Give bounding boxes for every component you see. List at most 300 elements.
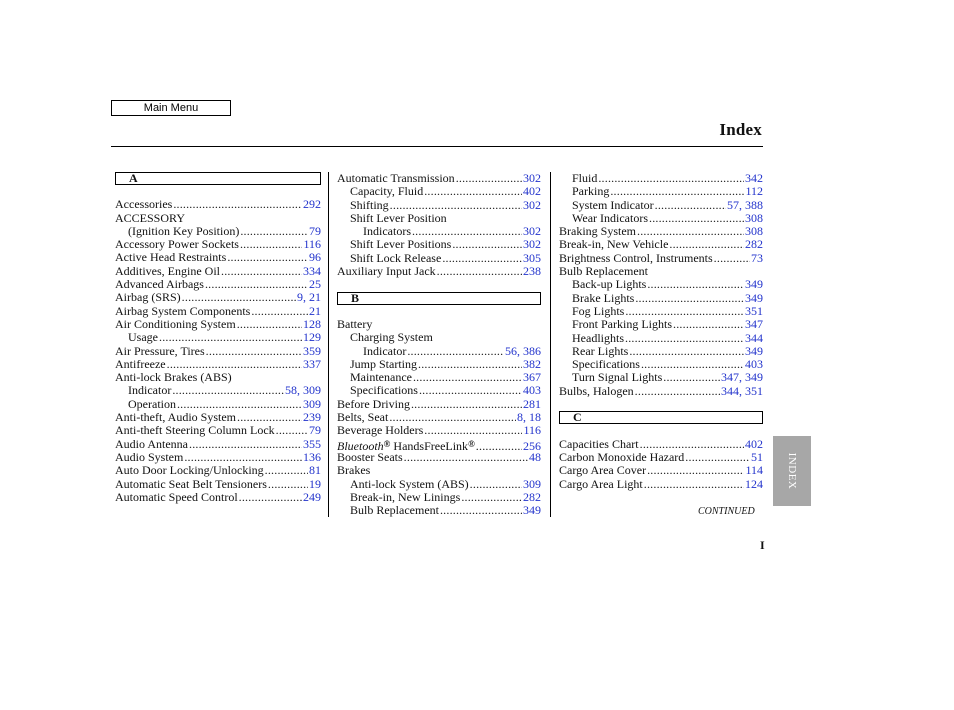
- entry-label: Indicators: [363, 224, 411, 239]
- header-divider: [111, 146, 763, 147]
- index-entry: [115, 438, 321, 451]
- entry-label: Break-in, New Vehicle: [559, 237, 669, 252]
- page-links: [523, 252, 541, 265]
- side-tab-label: INDEX: [786, 452, 798, 490]
- spacer: [559, 398, 763, 411]
- entry-label: Booster Seats: [337, 449, 403, 464]
- index-entry: [559, 185, 763, 198]
- page-link[interactable]: 239: [303, 410, 321, 425]
- page-links: [751, 451, 763, 464]
- entry-label: Automatic Speed Control: [115, 489, 238, 504]
- continued-note: CONTINUED: [698, 506, 755, 517]
- index-entry: [559, 305, 763, 318]
- entry-label: System Indicator: [572, 197, 654, 212]
- entry-label: Belts, Seat: [337, 410, 389, 425]
- leader-dots: [159, 331, 302, 344]
- page-link[interactable]: 351: [745, 303, 763, 318]
- page-links: [745, 305, 763, 318]
- page-number: I: [760, 538, 765, 552]
- index-column-2: [337, 172, 541, 517]
- leader-dots: [205, 278, 308, 291]
- leader-dots: [237, 411, 302, 424]
- index-entry: [115, 265, 321, 278]
- page-link[interactable]: 8: [517, 410, 523, 425]
- page-link[interactable]: 403: [745, 357, 763, 372]
- page-link[interactable]: 349: [745, 370, 763, 385]
- index-entry: [337, 265, 541, 278]
- index-entry: [115, 478, 321, 491]
- index-entry: [337, 411, 541, 424]
- page-link[interactable]: 347: [745, 317, 763, 332]
- index-entry: [559, 292, 763, 305]
- page-links: [303, 451, 321, 464]
- index-entry: [337, 225, 541, 238]
- entry-label: Specifications: [572, 357, 640, 372]
- page-links: [523, 199, 541, 212]
- page-link[interactable]: 9: [297, 290, 303, 305]
- leader-dots: [637, 225, 744, 238]
- index-entry: [115, 238, 321, 251]
- page-links: [745, 172, 763, 185]
- index-entry: [115, 451, 321, 464]
- page-links: 56, 386: [505, 343, 541, 358]
- index-entry: [337, 451, 541, 464]
- index-entry: [559, 318, 763, 331]
- leader-dots: [182, 291, 296, 304]
- entry-label: Front Parking Lights: [572, 317, 673, 332]
- index-entry: [115, 345, 321, 358]
- index-entry: [337, 371, 541, 384]
- entry-label: Automatic Transmission: [337, 171, 455, 185]
- page-link[interactable]: 342: [745, 171, 763, 185]
- page-link[interactable]: 309: [303, 396, 321, 411]
- index-entry: [559, 212, 763, 225]
- entry-label: Jump Starting: [350, 356, 418, 371]
- main-menu-button[interactable]: Main Menu: [111, 100, 231, 116]
- page-links: 9, 21: [297, 290, 321, 305]
- page-link[interactable]: 21: [309, 303, 321, 318]
- page-link[interactable]: 359: [303, 343, 321, 358]
- entry-label: Braking System: [559, 224, 636, 239]
- index-entry: [115, 464, 321, 477]
- leader-dots: [412, 225, 522, 238]
- index-entry: [559, 345, 763, 358]
- leader-dots: [413, 371, 522, 384]
- page-links: [745, 345, 763, 358]
- page-link[interactable]: 114: [745, 463, 763, 478]
- entry-label: Charging System: [350, 330, 433, 345]
- page-links: [745, 238, 763, 251]
- leader-dots: [424, 424, 522, 437]
- section-letter-header: C: [559, 411, 763, 424]
- entry-label: Additives, Engine Oil: [115, 263, 220, 278]
- entry-label: Bulbs, Halogen: [559, 383, 634, 398]
- entry-label: Indicator: [128, 383, 172, 398]
- page-link[interactable]: 382: [523, 356, 541, 371]
- page-links: [745, 225, 763, 238]
- page-links: [309, 225, 321, 238]
- index-side-tab[interactable]: [773, 436, 811, 506]
- page-link[interactable]: 308: [745, 210, 763, 225]
- page-link[interactable]: 58: [285, 383, 297, 398]
- entry-label: Fluid: [572, 171, 598, 185]
- leader-dots: [268, 478, 308, 491]
- index-entry: [337, 172, 541, 185]
- page-links: [523, 491, 541, 504]
- page-link[interactable]: 349: [745, 343, 763, 358]
- page-link[interactable]: 112: [745, 184, 763, 199]
- entry-label: Cargo Area Light: [559, 476, 643, 491]
- page-links: [529, 451, 541, 464]
- entry-label: Brakes: [337, 463, 371, 478]
- leader-dots: [167, 358, 302, 371]
- leader-dots: [669, 238, 744, 251]
- leader-dots: [424, 185, 522, 198]
- page-links: [745, 464, 763, 477]
- page-link[interactable]: 79: [309, 423, 321, 438]
- index-entry: [115, 318, 321, 331]
- entry-label: Capacity, Fluid: [350, 184, 424, 199]
- index-entry: [559, 464, 763, 477]
- page-link[interactable]: 128: [303, 316, 321, 331]
- entry-label: Operation: [128, 396, 176, 411]
- page-link[interactable]: 305: [523, 250, 541, 265]
- page-link[interactable]: 256: [523, 438, 541, 453]
- entry-label: Back-up Lights: [572, 277, 647, 292]
- entry-label: Audio System: [115, 449, 184, 464]
- page-link[interactable]: 302: [523, 237, 541, 252]
- page-links: [309, 464, 321, 477]
- index-entry: [559, 385, 763, 398]
- leader-dots: [470, 478, 522, 491]
- page-link[interactable]: 349: [523, 503, 541, 518]
- page-links: [303, 398, 321, 411]
- index-entry: [337, 331, 541, 344]
- page-link[interactable]: 344: [745, 330, 763, 345]
- index-entry: [115, 384, 321, 397]
- index-entry: [115, 411, 321, 424]
- entry-label: Brightness Control, Instruments: [559, 250, 713, 265]
- page-links: [745, 332, 763, 345]
- leader-dots: [221, 265, 302, 278]
- entry-label: Shift Lever Position: [350, 210, 447, 225]
- page-links: [745, 478, 763, 491]
- index-entry: [115, 358, 321, 371]
- index-entry: [337, 238, 541, 251]
- leader-dots: [419, 384, 522, 397]
- entry-label: Parking: [572, 184, 610, 199]
- leader-dots: [635, 292, 744, 305]
- page-links: [303, 318, 321, 331]
- index-entry: [115, 225, 321, 238]
- page-links: 344, 351: [721, 383, 763, 398]
- page-link[interactable]: 96: [309, 250, 321, 265]
- page-link[interactable]: 281: [523, 396, 541, 411]
- entry-label: (Ignition Key Position): [128, 223, 240, 238]
- entry-label: Indicator: [363, 343, 407, 358]
- index-entry: [559, 278, 763, 291]
- page-link[interactable]: 302: [523, 197, 541, 212]
- entry-label: Antifreeze: [115, 356, 166, 371]
- page-links: 8, 18: [517, 410, 541, 425]
- entry-label: Bulb Replacement: [350, 503, 439, 518]
- entry-label: Air Pressure, Tires: [115, 343, 205, 358]
- page-link[interactable]: 337: [303, 356, 321, 371]
- entry-label: Specifications: [350, 383, 418, 398]
- page-links: [303, 438, 321, 451]
- leader-dots: [625, 305, 744, 318]
- page-link[interactable]: 386: [523, 343, 541, 358]
- page-link[interactable]: 302: [523, 224, 541, 239]
- page-links: [523, 185, 541, 198]
- page-links: [745, 278, 763, 291]
- entry-label: Automatic Seat Belt Tensioners: [115, 476, 267, 491]
- leader-dots: [437, 265, 522, 278]
- leader-dots: [240, 238, 302, 251]
- entry-label: Anti-lock Brakes (ABS): [115, 370, 232, 385]
- index-entry: [559, 199, 763, 212]
- page-link[interactable]: 21: [309, 290, 321, 305]
- page-link[interactable]: 81: [309, 463, 321, 478]
- page-links: [745, 318, 763, 331]
- page-link[interactable]: 238: [523, 264, 541, 279]
- entry-label: Shifting: [350, 197, 389, 212]
- entry-label: Maintenance: [350, 370, 412, 385]
- page-links: [745, 358, 763, 371]
- page-links: [309, 278, 321, 291]
- leader-dots: [389, 411, 516, 424]
- index-entry: [337, 384, 541, 397]
- entry-label: Usage: [128, 330, 158, 345]
- page-links: [523, 265, 541, 278]
- page-links: 57, 388: [727, 197, 763, 212]
- page-link[interactable]: 282: [523, 489, 541, 504]
- leader-dots: [647, 464, 744, 477]
- page-link[interactable]: 347: [721, 370, 739, 385]
- index-entry: [559, 478, 763, 491]
- page-links: 58, 309: [285, 383, 321, 398]
- page-link[interactable]: 116: [523, 423, 541, 438]
- index-entry: [337, 491, 541, 504]
- page-links: [745, 438, 763, 451]
- leader-dots: [640, 438, 744, 451]
- leader-dots: [239, 491, 302, 504]
- leader-dots: [407, 345, 504, 358]
- leader-dots: [442, 252, 522, 265]
- entry-label: Auto Door Locking/Unlocking: [115, 463, 264, 478]
- index-entry: [337, 318, 541, 331]
- leader-dots: [685, 451, 750, 464]
- index-entry: [115, 251, 321, 264]
- entry-label: ACCESSORY: [115, 210, 186, 225]
- leader-dots: [227, 251, 308, 264]
- page-links: [523, 371, 541, 384]
- page-links: [523, 172, 541, 185]
- index-entry: [559, 371, 763, 384]
- page-link[interactable]: 249: [303, 489, 321, 504]
- page-link[interactable]: 25: [309, 277, 321, 292]
- index-entry: [337, 345, 541, 358]
- page-links: [303, 358, 321, 371]
- entry-label: Turn Signal Lights: [572, 370, 663, 385]
- page-link[interactable]: 308: [745, 224, 763, 239]
- page-link[interactable]: 403: [523, 383, 541, 398]
- page-links: [309, 251, 321, 264]
- entry-label: Anti-theft Steering Column Lock: [115, 423, 275, 438]
- leader-dots: [610, 185, 744, 198]
- entry-label: Shift Lock Release: [350, 250, 442, 265]
- page-link[interactable]: 334: [303, 263, 321, 278]
- entry-label: Airbag (SRS): [115, 290, 181, 305]
- index-entry: [337, 358, 541, 371]
- page-link[interactable]: 79: [309, 223, 321, 238]
- page-link[interactable]: 282: [745, 237, 763, 252]
- column-divider: [328, 172, 329, 517]
- index-entry: [559, 358, 763, 371]
- leader-dots: [206, 345, 302, 358]
- entry-label: Bluetooth® HandsFreeLink®: [337, 438, 475, 453]
- page-links: [523, 384, 541, 397]
- page-link[interactable]: 129: [303, 330, 321, 345]
- leader-dots: [418, 358, 522, 371]
- page-links: [523, 504, 541, 517]
- page-links: [745, 292, 763, 305]
- page-links: [523, 478, 541, 491]
- index-entry: [337, 438, 541, 451]
- section-letter-header: B: [337, 292, 541, 305]
- entry-label: Before Driving: [337, 396, 410, 411]
- page-links: [745, 212, 763, 225]
- page-link[interactable]: 367: [523, 370, 541, 385]
- column-divider: [550, 172, 551, 517]
- page-link[interactable]: 349: [745, 290, 763, 305]
- page-links: [303, 345, 321, 358]
- page-links: 347, 349: [721, 370, 763, 385]
- index-entry: [115, 424, 321, 437]
- index-entry: [337, 424, 541, 437]
- page-links: [523, 424, 541, 437]
- leader-dots: [452, 238, 522, 251]
- entry-label: Brake Lights: [572, 290, 635, 305]
- entry-label: Headlights: [572, 330, 624, 345]
- leader-dots: [456, 172, 522, 185]
- index-column-1: [115, 172, 321, 504]
- index-entry: [559, 332, 763, 345]
- page-links: [303, 265, 321, 278]
- page-link[interactable]: 302: [523, 171, 541, 185]
- leader-dots: [251, 305, 308, 318]
- section-letter-header: A: [115, 172, 321, 185]
- entry-label: Air Conditioning System: [115, 316, 236, 331]
- leader-dots: [411, 398, 522, 411]
- page-link[interactable]: 136: [303, 449, 321, 464]
- page-links: [303, 198, 321, 211]
- page-link[interactable]: 73: [751, 250, 763, 265]
- leader-dots: [714, 252, 750, 265]
- leader-dots: [635, 385, 720, 398]
- leader-dots: [461, 491, 522, 504]
- leader-dots: [647, 278, 744, 291]
- index-entry: [337, 504, 541, 517]
- index-entry: [115, 291, 321, 304]
- page-links: [309, 305, 321, 318]
- leader-dots: [189, 438, 302, 451]
- entry-label: Carbon Monoxide Hazard: [559, 449, 685, 464]
- index-entry: [115, 198, 321, 211]
- index-column-3: [559, 172, 763, 491]
- page-links: [523, 398, 541, 411]
- page-links: [523, 225, 541, 238]
- index-entry: [559, 238, 763, 251]
- entry-label: Fog Lights: [572, 303, 625, 318]
- entry-label: Accessories: [115, 197, 173, 212]
- entry-label: Audio Antenna: [115, 436, 188, 451]
- page-link[interactable]: 402: [745, 436, 763, 451]
- leader-dots: [629, 345, 744, 358]
- page-link[interactable]: 351: [745, 383, 763, 398]
- page-links: [309, 424, 321, 437]
- leader-dots: [173, 198, 302, 211]
- index-entry: [337, 185, 541, 198]
- page-link[interactable]: 402: [523, 184, 541, 199]
- page-link[interactable]: 116: [303, 237, 321, 252]
- index-entry: [337, 464, 541, 477]
- leader-dots: [625, 332, 744, 345]
- leader-dots: [598, 172, 744, 185]
- entry-label: Advanced Airbags: [115, 277, 204, 292]
- leader-dots: [663, 371, 720, 384]
- index-entry: [115, 212, 321, 225]
- entry-label: Beverage Holders: [337, 423, 424, 438]
- entry-label: Bulb Replacement: [559, 264, 648, 279]
- page-link[interactable]: 57: [727, 197, 739, 212]
- page-link[interactable]: 51: [751, 449, 763, 464]
- page-link[interactable]: 292: [303, 197, 321, 212]
- page-links: [523, 358, 541, 371]
- page-link[interactable]: 124: [745, 476, 763, 491]
- page-links: [523, 238, 541, 251]
- index-entry: [559, 172, 763, 185]
- page-links: [303, 491, 321, 504]
- entry-label: Anti-lock System (ABS): [350, 476, 469, 491]
- page-link[interactable]: 309: [303, 383, 321, 398]
- index-entry: [337, 212, 541, 225]
- page-link[interactable]: 56: [505, 343, 517, 358]
- page-link[interactable]: 48: [529, 449, 541, 464]
- page-link[interactable]: 18: [529, 410, 541, 425]
- entry-label: Battery: [337, 316, 373, 331]
- page-link[interactable]: 349: [745, 277, 763, 292]
- index-entry: [337, 199, 541, 212]
- page-link[interactable]: 388: [745, 197, 763, 212]
- page-link[interactable]: 355: [303, 436, 321, 451]
- entry-label: Capacities Chart: [559, 436, 639, 451]
- leader-dots: [390, 199, 522, 212]
- entry-label: Break-in, New Linings: [350, 489, 461, 504]
- page-link[interactable]: 309: [523, 476, 541, 491]
- page-link[interactable]: 344: [721, 383, 739, 398]
- index-entry: [559, 225, 763, 238]
- leader-dots: [644, 478, 744, 491]
- index-entry: [337, 398, 541, 411]
- leader-dots: [404, 451, 528, 464]
- index-entry: [559, 451, 763, 464]
- page-link[interactable]: 19: [309, 476, 321, 491]
- index-entry: [115, 305, 321, 318]
- page-links: [303, 331, 321, 344]
- index-entry: [559, 252, 763, 265]
- index-entry: [115, 331, 321, 344]
